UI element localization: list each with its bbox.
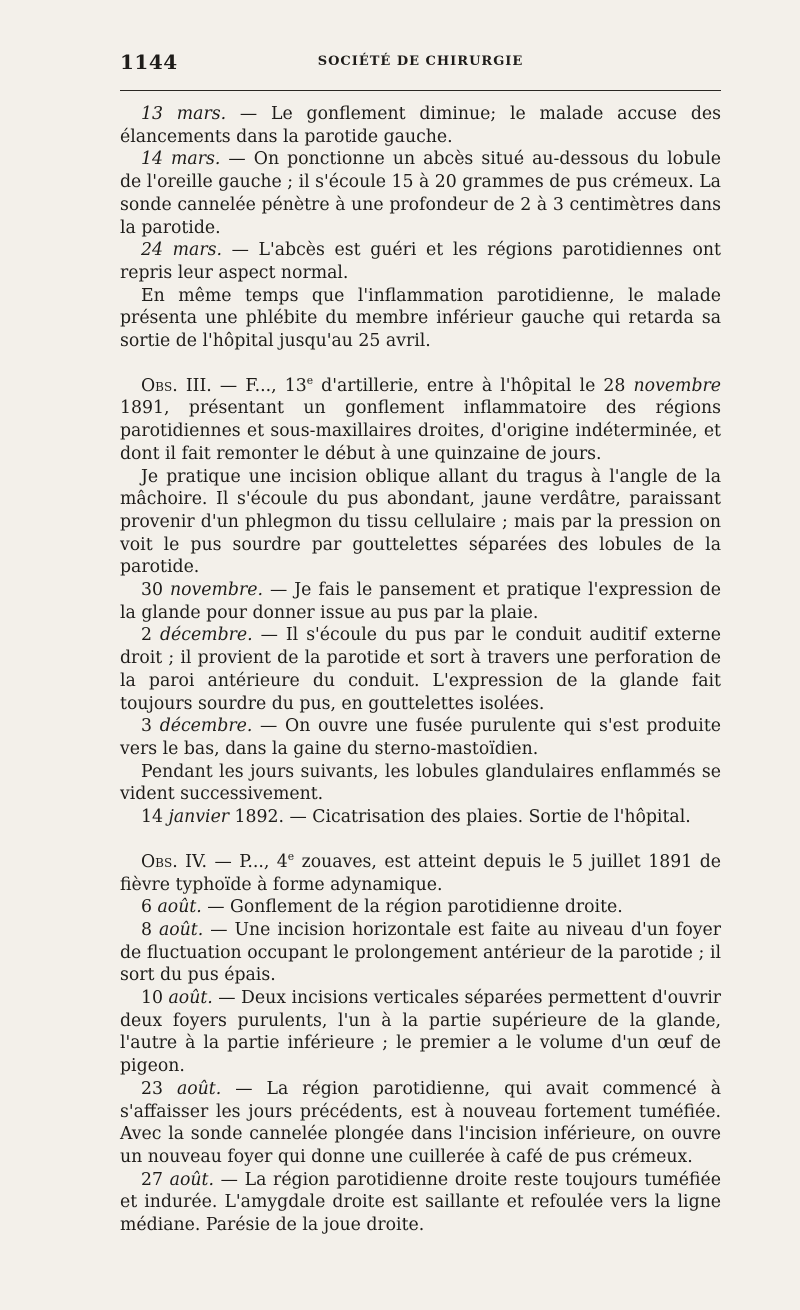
paragraph	[120, 148, 721, 239]
day-number: 2	[141, 625, 160, 646]
paragraph	[120, 1169, 721, 1237]
date: novembre	[633, 375, 721, 396]
paragraph-text: — Une incision horizontale est faite au niveau d'un foyer de fluctuation occupant le prolongement antérieur de la parotide ; il sort du pus épais.	[120, 919, 721, 986]
paragraph	[120, 285, 721, 353]
ordinal-suffix: e	[287, 850, 295, 864]
day-number: 23	[141, 1078, 177, 1099]
day-number: 10	[141, 988, 169, 1009]
date: août.	[158, 919, 204, 940]
day-number: 14	[141, 807, 169, 828]
paragraph-text: — On ouvre une fusée purulente qui s'est produite vers le bas, dans la gaine du sterno-mastoïdien.	[120, 716, 721, 759]
paragraph-text: — On ponctionne un abcès situé au-dessous du lobule de l'oreille gauche ; il s'écoule 15 à 20 grammes de pus crémeux. La sonde cannelée pénètre à une profondeur de 2 à 3 centimètres dans la parotide.	[120, 149, 722, 238]
lead-text: — P..., 4	[206, 851, 288, 872]
paragraph-text: — Deux incisions verticales séparées permettent d'ouvrir deux foyers purulents, l'un à la partie supérieure de la glande, l'autre à la partie inférieure ; le premier a le volume d'un œuf de pigeon.	[120, 988, 722, 1077]
mid-text: d'artillerie, entre à l'hôpital le 28	[313, 375, 634, 396]
date: août.	[176, 1078, 222, 1099]
paragraph	[120, 715, 721, 760]
observation-label: Obs. IV.	[141, 851, 207, 872]
paragraph	[120, 466, 721, 580]
paragraph	[120, 239, 721, 284]
date: janvier	[168, 807, 230, 828]
paragraph-text: — La région parotidienne droite reste toujours tuméfiée et indurée. L'amygdale droite est saillante et refoulée vers la ligne médiane. Parésie de la joue droite.	[120, 1169, 721, 1236]
date: 13 mars.	[141, 104, 227, 124]
paragraph-text: Pendant les jours suivants, les lobules glandulaires enflammés se vident successivement.	[120, 761, 721, 805]
date: 14 mars.	[141, 149, 221, 170]
paragraph-text: 1891, présentant un gonflement inflammatoire des régions parotidiennes et sous-maxillaires droites, d'origine indéterminée, et dont il fait remonter le début à une quinzaine de jours.	[120, 398, 721, 464]
paragraph-text: — Gonflement de la région parotidienne droite.	[201, 897, 623, 918]
day-number: 27	[141, 1169, 170, 1190]
ordinal-suffix: e	[306, 373, 314, 387]
paragraph-text: Je pratique une incision oblique allant du tragus à l'angle de la mâchoire. Il s'écoule du pus abondant, jaune verdâtre, paraissant provenir d'un phlegmon du tissu cellulaire ; mais par la pression on voit le pus sourdre par gouttelettes séparées des lobules de la parotide.	[120, 466, 721, 578]
paragraph-text: — La région parotidienne, qui avait commencé à s'affaisser les jours précédents, est à nouveau fortement tuméfiée. Avec la sonde cannelée plongée dans l'incision inférieure, on ouvre un nouveau foyer qui donne une cuillerée à café de pus crémeux.	[120, 1078, 721, 1167]
paragraph	[120, 806, 721, 829]
paragraph	[120, 761, 721, 806]
paragraph	[120, 919, 721, 987]
paragraph-text: En même temps que l'inflammation parotidienne, le malade présenta une phlébite du membre inférieur gauche qui retarda sa sortie de l'hôpital jusqu'au 25 avril.	[120, 285, 721, 352]
date: décembre.	[159, 716, 253, 737]
paragraph-text: 1892. — Cicatrisation des plaies. Sortie de l'hôpital.	[229, 807, 691, 828]
date: 24 mars.	[141, 240, 222, 261]
date: novembre.	[169, 580, 263, 601]
paragraph-text: zouaves, est atteint depuis le 5 juillet 1891 de fièvre typhoïde à forme adynamique.	[120, 851, 721, 895]
paragraph	[120, 896, 721, 919]
running-title: SOCIÉTÉ DE CHIRURGIE	[317, 54, 524, 69]
day-number: 8	[141, 919, 159, 940]
observation-label: Obs. III.	[141, 375, 212, 396]
lead-text: — F..., 13	[211, 375, 307, 396]
paragraph-text: — Il s'écoule du pus par le conduit auditif externe droit ; il provient de la parotide et sort à travers une perforation de la paroi antérieure du conduit. L'expression de la glande fait toujours sourdre du pus, en gouttelettes isolées.	[120, 625, 721, 714]
page-header	[120, 50, 721, 74]
paragraph	[120, 987, 721, 1078]
date: août.	[168, 988, 213, 1009]
date: août.	[157, 897, 202, 918]
paragraph	[120, 103, 721, 148]
date: août.	[169, 1169, 214, 1190]
page-number: 1144	[120, 50, 178, 74]
day-number: 6	[141, 897, 158, 918]
day-number: 30	[141, 580, 170, 601]
paragraph	[120, 1078, 721, 1169]
paragraph-text: — Je fais le pansement et pratique l'expression de la glande pour donner issue au pus par la plaie.	[120, 580, 721, 623]
header-rule	[120, 90, 721, 91]
paragraph-text: — Le gonflement diminue; le malade accuse des élancements dans la parotide gauche.	[120, 104, 721, 147]
paragraph	[120, 624, 721, 715]
observation-heading-paragraph	[120, 375, 721, 466]
day-number: 3	[141, 716, 160, 737]
paragraph	[120, 579, 721, 624]
observation-heading-paragraph	[120, 851, 721, 896]
date: décembre.	[159, 625, 253, 646]
paragraph-text: — L'abcès est guéri et les régions parotidiennes ont repris leur aspect normal.	[120, 240, 722, 283]
page-body	[120, 103, 721, 1237]
